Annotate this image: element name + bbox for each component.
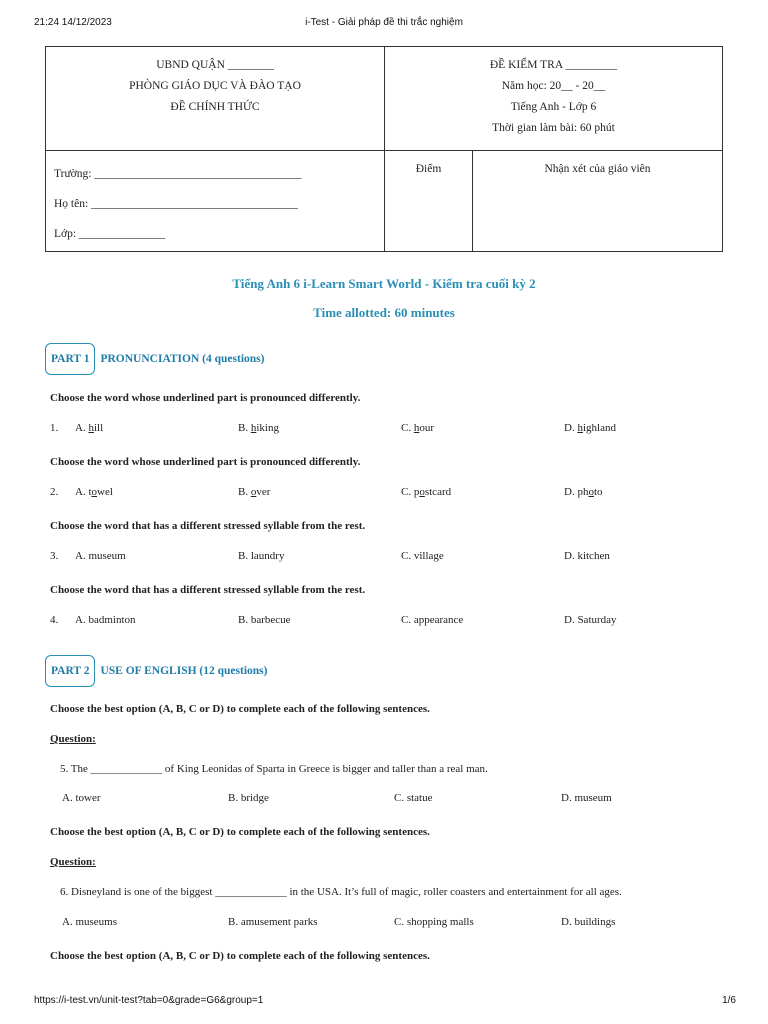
main-title: Tiếng Anh 6 i-Learn Smart World - Kiểm tra cuối kỳ 2: [232, 276, 536, 291]
page-number: 1/6: [722, 995, 736, 1006]
print-page-title: i-Test - Giải pháp đề thi trắc nghiệm: [305, 17, 463, 28]
header-left-cell: [46, 47, 385, 151]
q4-option-d[interactable]: D. Saturday: [564, 614, 617, 626]
question-4: [0, 614, 768, 630]
exam-title-line: ĐỀ KIỂM TRA _________: [489, 59, 618, 71]
q2-d-rest: to: [593, 486, 603, 498]
instruction-q7: Choose the best option (A, B, C or D) to complete each of the following sentences.: [50, 950, 430, 962]
q5-option-d[interactable]: D. museum: [561, 792, 612, 804]
part1-title: PRONUNCIATION (4 questions): [100, 353, 265, 365]
class-field[interactable]: Lớp: _______________: [54, 228, 166, 240]
q2-option-a[interactable]: [75, 486, 113, 498]
q4-number: 4.: [50, 614, 59, 626]
question-5-options: [0, 792, 768, 808]
part1-label: PART 1: [45, 343, 95, 375]
q1-option-c[interactable]: [401, 422, 434, 434]
question-2: [0, 486, 768, 502]
q2-a-rest: wel: [97, 486, 113, 498]
print-url: https://i-test.vn/unit-test?tab=0&grade=G6&group=1: [34, 995, 264, 1006]
q6-option-c[interactable]: C. shopping malls: [394, 916, 474, 928]
q2-d-prefix: D. ph: [564, 486, 589, 498]
q5-option-a[interactable]: A. tower: [62, 792, 101, 804]
school-year-line: Năm học: 20__ - 20__: [501, 80, 606, 92]
q6-text: 6. Disneyland is one of the biggest _____________ in the USA. It’s full of magic, roller coasters and entertainment for all ages.: [60, 886, 622, 898]
q1-a-underlined: h: [88, 422, 94, 434]
print-timestamp: 21:24 14/12/2023: [34, 17, 112, 28]
q1-c-prefix: C.: [401, 422, 414, 434]
exam-header-table: [45, 46, 723, 252]
student-info-cell: [46, 151, 385, 252]
official-line: ĐỀ CHÍNH THỨC: [170, 101, 260, 113]
teacher-comment-cell: Nhận xét của giáo viên: [473, 151, 723, 252]
name-field[interactable]: Họ tên: ____________________________________: [54, 198, 299, 210]
q2-c-rest: stcard: [424, 486, 452, 498]
q1-b-underlined: h: [250, 422, 257, 434]
question-label-q6: Question:: [50, 856, 96, 868]
q6-option-b[interactable]: B. amusement parks: [228, 916, 318, 928]
q4-option-c[interactable]: C. appearance: [401, 614, 464, 626]
q2-option-c[interactable]: [401, 486, 451, 498]
q1-c-rest: our: [419, 422, 435, 434]
q2-b-prefix: B.: [238, 486, 251, 498]
q2-b-rest: ver: [256, 486, 271, 498]
q1-option-d[interactable]: [564, 422, 616, 434]
q3-option-c[interactable]: C. village: [401, 550, 444, 562]
school-field[interactable]: Trường: ____________________________________: [54, 168, 302, 180]
q2-d-underlined: o: [588, 486, 594, 498]
subject-line: Tiếng Anh - Lớp 6: [510, 101, 597, 113]
q1-d-prefix: D.: [564, 422, 578, 434]
time-allotted: Time allotted: 60 minutes: [313, 305, 455, 320]
q3-option-a[interactable]: A. museum: [75, 550, 126, 562]
instruction-q2: Choose the word whose underlined part is pronounced differently.: [50, 456, 361, 468]
q1-d-rest: ighland: [582, 422, 616, 434]
q2-option-d[interactable]: [564, 486, 603, 498]
instruction-q1: Choose the word whose underlined part is pronounced differently.: [50, 392, 361, 404]
q5-text: 5. The _____________ of King Leonidas of Sparta in Greece is bigger and taller than a real man.: [60, 763, 488, 775]
q3-option-b[interactable]: B. laundry: [238, 550, 285, 562]
q1-c-underlined: h: [413, 422, 420, 434]
question-5: [0, 763, 768, 779]
q2-b-underlined: o: [250, 486, 257, 498]
q5-option-c[interactable]: C. statue: [394, 792, 433, 804]
q2-a-prefix: A. t: [75, 486, 92, 498]
question-6: [0, 886, 768, 902]
q1-option-b[interactable]: [238, 422, 279, 434]
question-6-options: [0, 916, 768, 932]
instruction-q6: Choose the best option (A, B, C or D) to complete each of the following sentences.: [50, 826, 430, 838]
q2-a-underlined: o: [91, 486, 97, 498]
instruction-q5: Choose the best option (A, B, C or D) to complete each of the following sentences.: [50, 703, 430, 715]
question-label-q5: Question:: [50, 733, 96, 745]
q6-option-d[interactable]: D. buildings: [561, 916, 616, 928]
instruction-q4: Choose the word that has a different stressed syllable from the rest.: [50, 584, 366, 596]
q1-a-prefix: A.: [75, 422, 89, 434]
district-line: UBND QUẬN ________: [156, 59, 274, 71]
score-cell: Điểm: [385, 151, 473, 252]
department-line: PHÒNG GIÁO DỤC VÀ ĐÀO TẠO: [129, 80, 301, 92]
q2-c-underlined: o: [419, 486, 425, 498]
q4-option-a[interactable]: A. badminton: [75, 614, 136, 626]
duration-line: Thời gian làm bài: 60 phút: [492, 122, 615, 134]
part2-label: PART 2: [45, 655, 95, 687]
q2-c-prefix: C. p: [401, 486, 420, 498]
q1-b-rest: iking: [256, 422, 279, 434]
q3-option-d[interactable]: D. kitchen: [564, 550, 610, 562]
q6-option-a[interactable]: A. museums: [62, 916, 117, 928]
q1-a-rest: ill: [93, 422, 104, 434]
q4-option-b[interactable]: B. barbecue: [238, 614, 291, 626]
q2-option-b[interactable]: [238, 486, 270, 498]
q5-option-b[interactable]: B. bridge: [228, 792, 269, 804]
q1-b-prefix: B.: [238, 422, 251, 434]
q1-number: 1.: [50, 422, 59, 434]
instruction-q3: Choose the word that has a different stressed syllable from the rest.: [50, 520, 366, 532]
part2-header: [45, 656, 267, 686]
q3-number: 3.: [50, 550, 59, 562]
header-right-cell: [385, 47, 723, 151]
q2-number: 2.: [50, 486, 59, 498]
q1-d-underlined: h: [577, 422, 583, 434]
question-3: [0, 550, 768, 566]
part1-header: [45, 344, 264, 374]
part2-title: USE OF ENGLISH (12 questions): [100, 665, 268, 677]
question-1: [0, 422, 768, 438]
q1-option-a[interactable]: [75, 422, 103, 434]
